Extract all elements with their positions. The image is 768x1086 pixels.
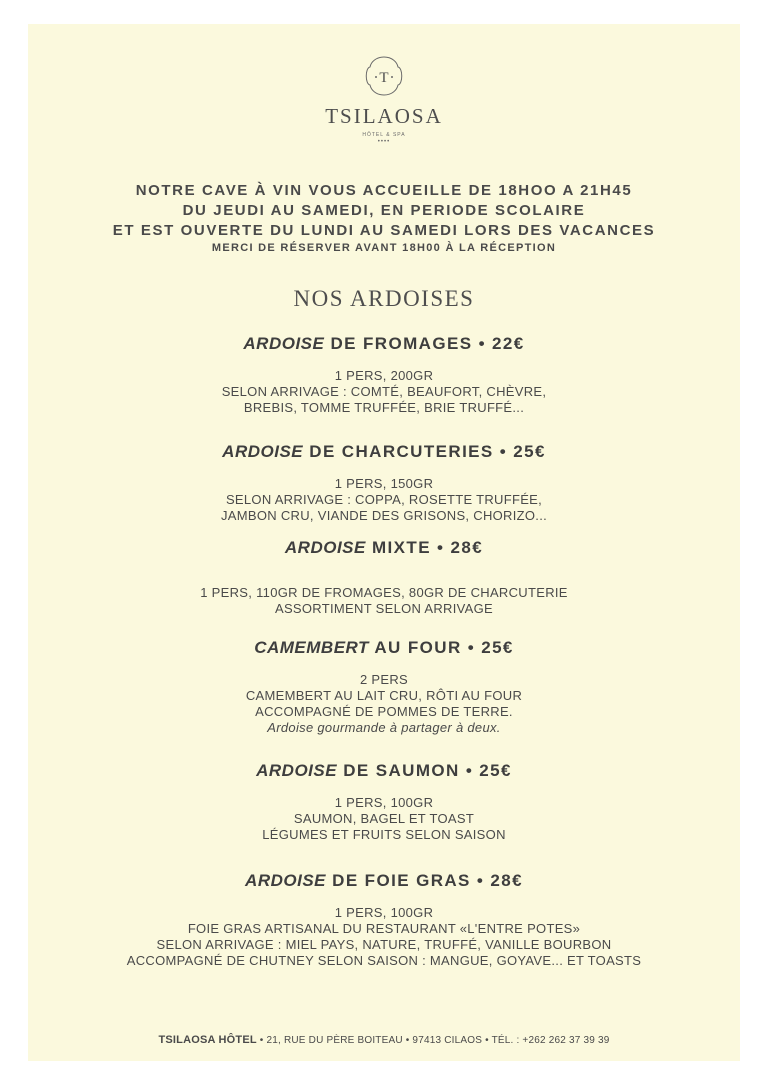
footer-address: • 21, RUE DU PÈRE BOITEAU • 97413 CILAOS • TÉL. : +262 262 37 39 39	[256, 1035, 610, 1046]
menu-item-desc: CAMEMBERT AU LAIT CRU, RÔTI AU FOUR	[245, 688, 523, 703]
menu-item-title	[28, 871, 740, 891]
brand-name: TSILAOSA	[325, 104, 443, 128]
menu-item-title-rest: DE CHARCUTERIES • 25€	[303, 442, 546, 461]
menu-item-desc: 2 PERS	[359, 672, 409, 687]
intro-line-1: NOTRE CAVE À VIN VOUS ACCUEILLE DE 18HOO A 21H45	[135, 182, 633, 199]
menu-item-desc: SELON ARRIVAGE : COMTÉ, BEAUFORT, CHÈVRE,	[221, 384, 547, 399]
menu-item-title-rest: DE FROMAGES • 22€	[324, 334, 525, 353]
menu-item-desc: ACCOMPAGNÉ DE CHUTNEY SELON SAISON : MANGUE, GOYAVE... ET TOASTS	[126, 953, 642, 968]
menu-item	[28, 871, 740, 969]
menu-item-desc: ASSORTIMENT SELON ARRIVAGE	[274, 601, 494, 616]
monogram-emblem-icon	[362, 54, 406, 98]
menu-item-title-rest: AU FOUR • 25€	[368, 638, 514, 657]
menu-item-title	[28, 538, 740, 558]
menu-item-title-rest: DE SAUMON • 25€	[337, 761, 512, 780]
menu-item-desc: 1 PERS, 200GR	[334, 368, 434, 383]
intro-line-4: MERCI DE RÉSERVER AVANT 18H00 À LA RÉCEPTION	[211, 242, 557, 254]
monogram-letter: T	[379, 70, 389, 86]
menu-item-title	[28, 442, 740, 462]
brand-stars: ••••	[377, 139, 391, 145]
menu-item	[28, 538, 740, 617]
menu-item	[28, 638, 740, 736]
section-title: NOS ARDOISES	[293, 286, 475, 311]
menu-item-note: Ardoise gourmande à partager à deux.	[267, 720, 501, 735]
menu-item-desc: FOIE GRAS ARTISANAL DU RESTAURANT «L'ENTRE POTES»	[187, 921, 581, 936]
menu-item-title-italic: ARDOISE	[284, 538, 366, 557]
menu-item-title-italic: ARDOISE	[245, 871, 327, 890]
menu-item-desc: JAMBON CRU, VIANDE DES GRISONS, CHORIZO...	[220, 508, 548, 523]
footer-hotel-name: TSILAOSA HÔTEL	[158, 1034, 257, 1046]
menu-item	[28, 334, 740, 416]
menu-item-desc: SAUMON, BAGEL ET TOAST	[293, 811, 475, 826]
menu-item-title	[28, 638, 740, 658]
brand-subtitle: HÔTEL & SPA	[362, 132, 406, 138]
menu-item-desc: BREBIS, TOMME TRUFFÉE, BRIE TRUFFÉ...	[243, 400, 525, 415]
menu-item-title-rest: MIXTE • 28€	[365, 538, 484, 557]
menu-item-desc: SELON ARRIVAGE : MIEL PAYS, NATURE, TRUFFÉ, VANILLE BOURBON	[156, 937, 612, 952]
opening-hours	[28, 181, 740, 255]
menu-item-title	[28, 761, 740, 781]
intro-line-2: DU JEUDI AU SAMEDI, EN PERIODE SCOLAIRE	[182, 202, 586, 219]
menu-item-title-rest: DE FOIE GRAS • 28€	[326, 871, 523, 890]
menu-item	[28, 442, 740, 524]
menu-item-desc: 1 PERS, 150GR	[334, 476, 434, 491]
menu-item	[28, 761, 740, 843]
menu-item-title-italic: ARDOISE	[243, 334, 325, 353]
logo	[28, 54, 740, 145]
menu-item-desc: LÉGUMES ET FRUITS SELON SAISON	[262, 827, 506, 842]
menu-item-desc: 1 PERS, 110GR DE FROMAGES, 80GR DE CHARCUTERIE	[200, 585, 568, 600]
menu-page	[28, 24, 740, 1061]
menu-item-desc: 1 PERS, 100GR	[334, 905, 434, 920]
menu-item-desc: ACCOMPAGNÉ DE POMMES DE TERRE.	[255, 704, 513, 719]
intro-line-3: ET EST OUVERTE DU LUNDI AU SAMEDI LORS DES VACANCES	[112, 222, 656, 239]
footer-contact	[28, 1034, 740, 1046]
menu-item-title-italic: ARDOISE	[222, 442, 304, 461]
menu-item-title-italic: ARDOISE	[256, 761, 338, 780]
menu-item-title-italic: CAMEMBERT	[254, 638, 369, 657]
menu-item-title	[28, 334, 740, 354]
menu-item-desc: 1 PERS, 100GR	[334, 795, 434, 810]
menu-item-desc: SELON ARRIVAGE : COPPA, ROSETTE TRUFFÉE,	[225, 492, 543, 507]
